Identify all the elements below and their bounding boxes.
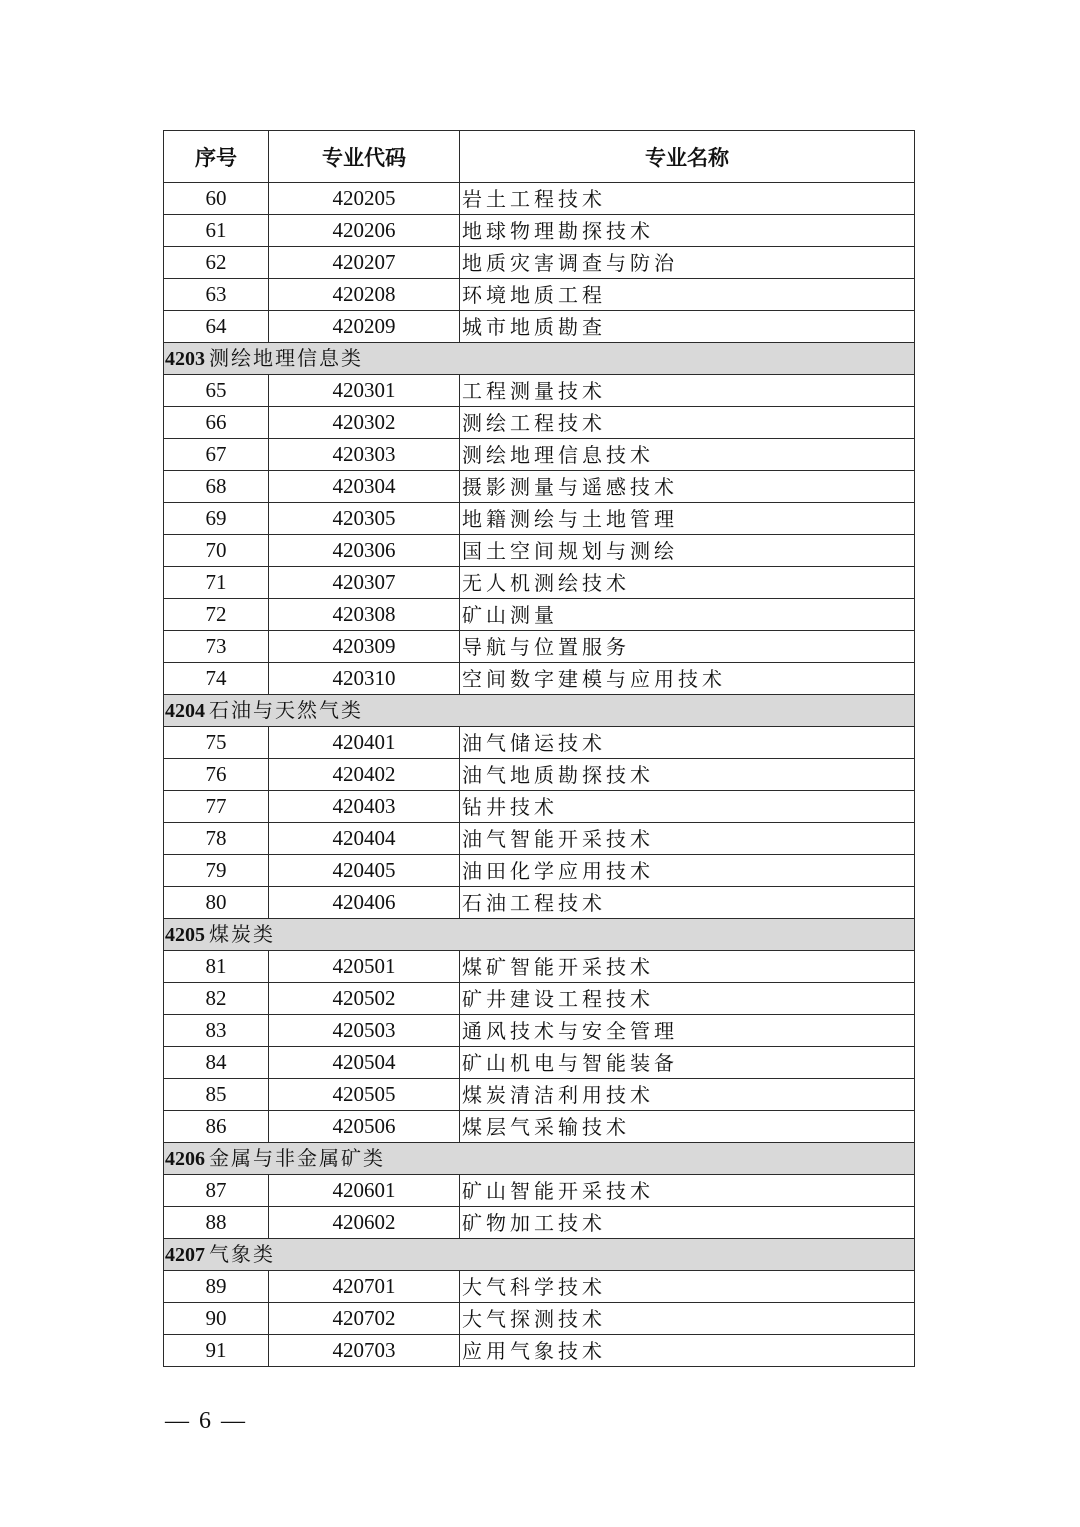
row-code: 420303 [269,439,460,471]
row-index: 82 [164,983,269,1015]
row-name: 煤矿智能开采技术 [460,951,915,983]
table-row [164,1111,915,1143]
row-index: 79 [164,855,269,887]
table-row [164,951,915,983]
row-code: 420601 [269,1175,460,1207]
table-row [164,983,915,1015]
row-name: 油田化学应用技术 [460,855,915,887]
row-index: 71 [164,567,269,599]
row-name: 无人机测绘技术 [460,567,915,599]
table-row [164,631,915,663]
row-code: 420505 [269,1079,460,1111]
category-cell [164,343,915,375]
table-row [164,311,915,343]
major-table-container [163,130,914,1367]
row-name: 应用气象技术 [460,1335,915,1367]
table-row [164,407,915,439]
row-code: 420208 [269,279,460,311]
row-code: 420602 [269,1207,460,1239]
row-code: 420205 [269,183,460,215]
row-name: 矿物加工技术 [460,1207,915,1239]
row-code: 420701 [269,1271,460,1303]
row-index: 78 [164,823,269,855]
row-name: 煤层气采输技术 [460,1111,915,1143]
row-index: 75 [164,727,269,759]
table-row [164,887,915,919]
table-row [164,791,915,823]
row-name: 通风技术与安全管理 [460,1015,915,1047]
row-index: 70 [164,535,269,567]
row-index: 76 [164,759,269,791]
row-code: 420304 [269,471,460,503]
table-row [164,823,915,855]
row-code: 420401 [269,727,460,759]
row-name: 空间数字建模与应用技术 [460,663,915,695]
row-index: 87 [164,1175,269,1207]
row-code: 420506 [269,1111,460,1143]
table-row [164,1079,915,1111]
row-index: 85 [164,1079,269,1111]
row-code: 420404 [269,823,460,855]
row-code: 420703 [269,1335,460,1367]
row-name: 钻井技术 [460,791,915,823]
category-row [164,695,915,727]
row-code: 420406 [269,887,460,919]
row-name: 大气科学技术 [460,1271,915,1303]
row-name: 油气地质勘探技术 [460,759,915,791]
category-name: 气象类 [209,1242,275,1266]
category-row [164,1143,915,1175]
row-code: 420405 [269,855,460,887]
table-row [164,1335,915,1367]
row-index: 69 [164,503,269,535]
row-code: 420307 [269,567,460,599]
row-name: 测绘工程技术 [460,407,915,439]
table-row [164,439,915,471]
category-cell [164,1143,915,1175]
row-name: 矿山智能开采技术 [460,1175,915,1207]
row-index: 88 [164,1207,269,1239]
category-code: 4206 [165,1148,205,1170]
category-code: 4205 [165,924,205,946]
table-row [164,279,915,311]
row-name: 石油工程技术 [460,887,915,919]
table-row [164,759,915,791]
row-name: 地球物理勘探技术 [460,215,915,247]
table-row [164,727,915,759]
category-name: 测绘地理信息类 [209,346,363,370]
row-index: 66 [164,407,269,439]
row-index: 64 [164,311,269,343]
table-row [164,1015,915,1047]
header-code: 专业代码 [269,131,460,183]
table-header [164,131,915,183]
row-index: 83 [164,1015,269,1047]
row-index: 62 [164,247,269,279]
table-body [164,183,915,1367]
row-index: 67 [164,439,269,471]
row-code: 420501 [269,951,460,983]
row-name: 煤炭清洁利用技术 [460,1079,915,1111]
table-row [164,375,915,407]
row-name: 油气智能开采技术 [460,823,915,855]
category-row [164,1239,915,1271]
row-index: 60 [164,183,269,215]
row-code: 420504 [269,1047,460,1079]
table-row [164,599,915,631]
category-row [164,919,915,951]
header-index: 序号 [164,131,269,183]
table-row [164,503,915,535]
row-name: 矿井建设工程技术 [460,983,915,1015]
row-name: 国土空间规划与测绘 [460,535,915,567]
row-index: 72 [164,599,269,631]
major-table [163,130,915,1367]
table-row [164,567,915,599]
row-name: 矿山机电与智能装备 [460,1047,915,1079]
row-name: 油气储运技术 [460,727,915,759]
row-code: 420308 [269,599,460,631]
category-code: 4207 [165,1244,205,1266]
row-index: 89 [164,1271,269,1303]
row-code: 420209 [269,311,460,343]
row-name: 地质灾害调查与防治 [460,247,915,279]
row-name: 岩土工程技术 [460,183,915,215]
row-code: 420206 [269,215,460,247]
row-name: 城市地质勘查 [460,311,915,343]
row-code: 420309 [269,631,460,663]
row-code: 420302 [269,407,460,439]
category-name: 石油与天然气类 [209,698,363,722]
category-name: 金属与非金属矿类 [209,1146,385,1170]
row-index: 61 [164,215,269,247]
row-name: 大气探测技术 [460,1303,915,1335]
row-index: 77 [164,791,269,823]
header-name: 专业名称 [460,131,915,183]
table-row [164,855,915,887]
row-index: 80 [164,887,269,919]
table-row [164,1207,915,1239]
row-code: 420310 [269,663,460,695]
row-code: 420301 [269,375,460,407]
row-index: 84 [164,1047,269,1079]
table-row [164,1047,915,1079]
row-name: 环境地质工程 [460,279,915,311]
category-name: 煤炭类 [209,922,275,946]
row-index: 73 [164,631,269,663]
category-code: 4203 [165,348,205,370]
row-name: 地籍测绘与土地管理 [460,503,915,535]
row-index: 91 [164,1335,269,1367]
row-name: 摄影测量与遥感技术 [460,471,915,503]
table-row [164,1175,915,1207]
row-code: 420502 [269,983,460,1015]
row-index: 81 [164,951,269,983]
row-name: 矿山测量 [460,599,915,631]
row-name: 工程测量技术 [460,375,915,407]
category-row [164,343,915,375]
table-row [164,1271,915,1303]
table-row [164,471,915,503]
row-index: 74 [164,663,269,695]
row-index: 90 [164,1303,269,1335]
table-row [164,247,915,279]
row-code: 420403 [269,791,460,823]
row-name: 测绘地理信息技术 [460,439,915,471]
row-code: 420207 [269,247,460,279]
header-row [164,131,915,183]
row-code: 420503 [269,1015,460,1047]
category-code: 4204 [165,700,205,722]
page-number: — 6 — [165,1408,247,1434]
row-index: 86 [164,1111,269,1143]
table-row [164,535,915,567]
table-row [164,215,915,247]
row-code: 420702 [269,1303,460,1335]
row-code: 420305 [269,503,460,535]
row-index: 65 [164,375,269,407]
row-code: 420402 [269,759,460,791]
category-cell [164,695,915,727]
table-row [164,663,915,695]
table-row [164,1303,915,1335]
row-index: 63 [164,279,269,311]
table-row [164,183,915,215]
category-cell [164,1239,915,1271]
row-index: 68 [164,471,269,503]
category-cell [164,919,915,951]
row-code: 420306 [269,535,460,567]
row-name: 导航与位置服务 [460,631,915,663]
